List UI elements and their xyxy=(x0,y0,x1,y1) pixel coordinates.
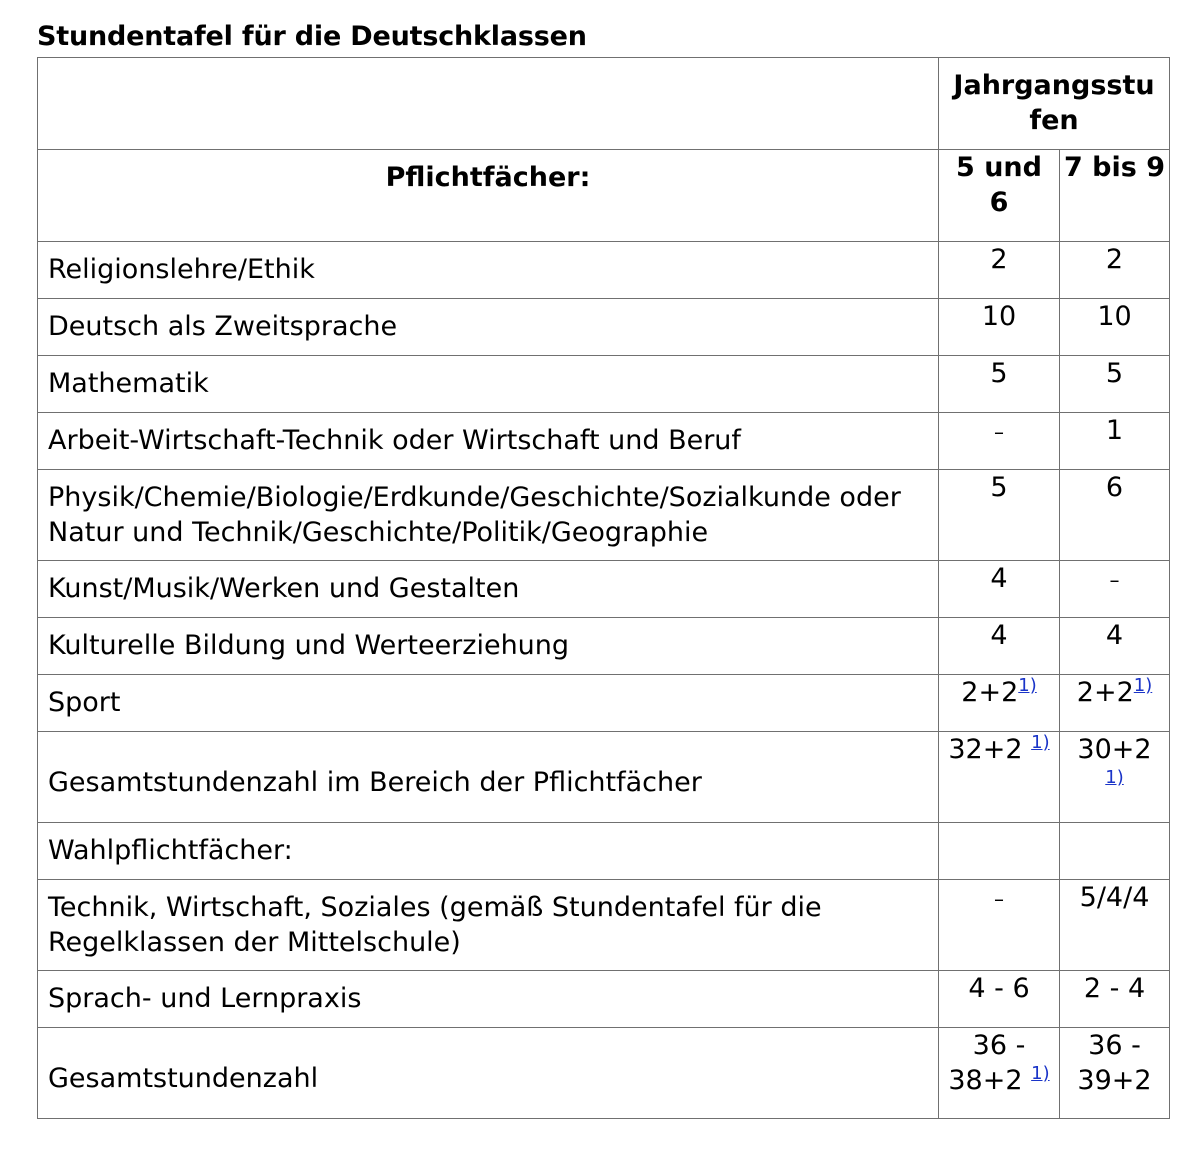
hours-cell-b xyxy=(1060,732,1170,823)
hours-cell-b: 1 xyxy=(1060,413,1170,470)
subject-cell: Mathematik xyxy=(38,356,939,413)
hours-cell-a xyxy=(939,732,1060,823)
table-row xyxy=(38,1028,1170,1119)
table-row xyxy=(38,971,1170,1028)
footnote-link[interactable]: 1) xyxy=(1133,675,1153,696)
subject-cell: Technik, Wirtschaft, Soziales (gemäß Stundentafel für die Regelklassen der Mittelschule) xyxy=(38,880,939,971)
hours-cell-a: 4 xyxy=(939,561,1060,618)
hours-cell-b xyxy=(1060,561,1170,618)
hours-cell-a: 2 xyxy=(939,242,1060,299)
dash-value: – xyxy=(994,420,1004,444)
subject-cell: Kunst/Musik/Werken und Gestalten xyxy=(38,561,939,618)
header-col-grade-5-6: 5 und 6 xyxy=(939,150,1060,242)
hours-cell-b: 2 xyxy=(1060,242,1170,299)
subject-cell: Sprach- und Lernpraxis xyxy=(38,971,939,1028)
dash-value: – xyxy=(1109,568,1120,592)
table-row xyxy=(38,618,1170,675)
table-row xyxy=(38,356,1170,413)
hours-value: 30+2 xyxy=(1077,734,1152,765)
hours-cell-a: 10 xyxy=(939,299,1060,356)
footnote-link[interactable]: 1) xyxy=(1105,767,1124,788)
hours-cell-a xyxy=(939,675,1060,732)
table-row xyxy=(38,299,1170,356)
hours-cell-b: 36 - 39+2 xyxy=(1060,1028,1170,1119)
subject-cell: Deutsch als Zweitsprache xyxy=(38,299,939,356)
subject-cell: Gesamtstundenzahl xyxy=(38,1028,939,1119)
subject-cell: Religionslehre/Ethik xyxy=(38,242,939,299)
hours-cell-a: 5 xyxy=(939,356,1060,413)
page-title: Stundentafel für die Deutschklassen xyxy=(37,21,587,52)
hours-cell-a: 4 - 6 xyxy=(939,971,1060,1028)
hours-cell-a: 5 xyxy=(939,470,1060,561)
hours-cell-b: 4 xyxy=(1060,618,1170,675)
hours-value: 2+2 xyxy=(961,677,1019,708)
hours-cell-b: 10 xyxy=(1060,299,1170,356)
hours-cell-a xyxy=(939,880,1060,971)
hours-value: 36 - 38+2 xyxy=(948,1030,1026,1096)
header-empty-cell xyxy=(38,58,939,150)
hours-cell-b xyxy=(1060,823,1170,880)
table-row xyxy=(38,413,1170,470)
hours-cell-a xyxy=(939,1028,1060,1119)
footnote-link[interactable]: 1) xyxy=(1018,675,1037,696)
header-row-columns xyxy=(38,150,1170,242)
hours-cell-b: 5 xyxy=(1060,356,1170,413)
table-row xyxy=(38,470,1170,561)
header-grade-levels: Jahrgangsstufen xyxy=(939,58,1170,150)
hours-cell-a: 4 xyxy=(939,618,1060,675)
hours-cell-a xyxy=(939,823,1060,880)
hours-value: 2+2 xyxy=(1076,677,1134,708)
hours-value: 32+2 xyxy=(948,734,1023,765)
table-row xyxy=(38,823,1170,880)
header-subjects-label: Pflichtfächer: xyxy=(38,150,939,242)
header-col-grade-7-9: 7 bis 9 xyxy=(1060,150,1170,242)
timetable xyxy=(37,57,1170,1119)
table-row xyxy=(38,880,1170,971)
hours-cell-b: 2 - 4 xyxy=(1060,971,1170,1028)
dash-value: – xyxy=(994,887,1004,911)
subject-cell: Kulturelle Bildung und Werteerziehung xyxy=(38,618,939,675)
hours-cell-b: 5/4/4 xyxy=(1060,880,1170,971)
footnote-link[interactable]: 1) xyxy=(1031,1063,1050,1084)
subject-cell: Gesamtstundenzahl im Bereich der Pflichtfächer xyxy=(38,732,939,823)
table-row xyxy=(38,561,1170,618)
subject-cell: Sport xyxy=(38,675,939,732)
hours-cell-b: 6 xyxy=(1060,470,1170,561)
subject-cell: Arbeit-Wirtschaft-Technik oder Wirtschaft und Beruf xyxy=(38,413,939,470)
footnote-link[interactable]: 1) xyxy=(1031,732,1050,753)
hours-cell-a xyxy=(939,413,1060,470)
subject-cell: Physik/Chemie/Biologie/Erdkunde/Geschichte/Sozialkunde oder Natur und Technik/Geschichte/Politik/Geographie xyxy=(38,470,939,561)
table-row xyxy=(38,675,1170,732)
subject-cell: Wahlpflichtfächer: xyxy=(38,823,939,880)
table-row xyxy=(38,732,1170,823)
table-row xyxy=(38,242,1170,299)
hours-cell-b xyxy=(1060,675,1170,732)
header-row-grade-levels xyxy=(38,58,1170,150)
